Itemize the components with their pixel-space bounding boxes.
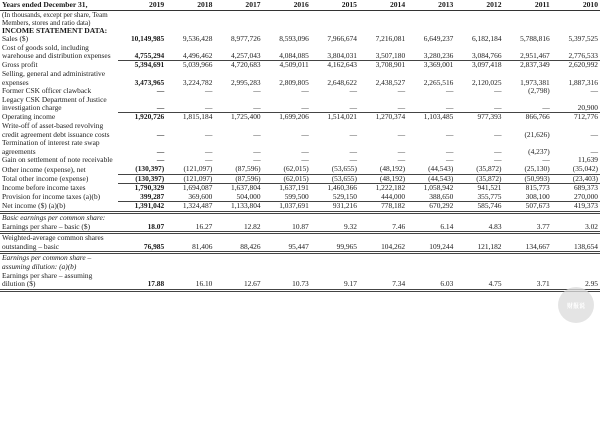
row-label: Earnings per share – basic ($)	[0, 223, 118, 233]
cell-value	[263, 253, 311, 272]
cell-value: 16.10	[166, 272, 214, 291]
cell-value: 1,725,400	[214, 113, 262, 122]
cell-value: 3,708,901	[359, 61, 407, 70]
cell-value: —	[494, 87, 502, 96]
cell-value: 4.75	[455, 272, 503, 291]
cell-value: 2,648,622	[327, 77, 357, 87]
cell-value: 1,815,184	[166, 113, 214, 122]
cell-value: 1,699,206	[263, 113, 311, 122]
cell-value: 6.14	[407, 223, 455, 233]
cell-value	[504, 253, 552, 272]
cell-value: 507,673	[504, 202, 552, 213]
cell-value: 4,162,643	[311, 61, 359, 70]
cell-value: (48,192)	[359, 174, 407, 184]
cell-value: 585,746	[455, 202, 503, 213]
cell-value: 1,460,366	[311, 184, 359, 193]
cell-value: 9,536,428	[182, 35, 213, 44]
cell-value: 20,900	[577, 102, 598, 112]
row-label: Legacy CSK Department of Justice investigation charge	[2, 95, 107, 113]
cell-value	[311, 253, 359, 272]
table-row	[0, 233, 600, 253]
table-row	[0, 35, 600, 44]
cell-value: 17.88	[118, 272, 166, 291]
cell-value: —	[445, 102, 454, 112]
cell-value: 121,182	[455, 233, 503, 253]
cell-value: 1,103,485	[407, 113, 455, 122]
cell-value: —	[253, 102, 261, 112]
cell-value: (35,872)	[476, 165, 502, 173]
year-header: 2017	[214, 0, 262, 10]
cell-value: 3.77	[504, 223, 552, 233]
cell-value: 10.87	[263, 223, 311, 233]
cell-value: 712,776	[552, 113, 600, 122]
row-label: Net income ($) (a)(b)	[0, 202, 118, 213]
cell-value: 1,222,182	[359, 184, 407, 193]
cell-value: —	[494, 156, 502, 165]
cell-value: 5,039,966	[166, 61, 214, 70]
cell-value: —	[156, 102, 165, 112]
cell-value: 138,654	[552, 233, 600, 253]
cell-value: 7.46	[359, 223, 407, 233]
row-label: Termination of interest rate swap agreements	[2, 139, 100, 156]
cell-value: (44,543)	[428, 165, 454, 173]
cell-value: 4,720,683	[214, 61, 262, 70]
cell-value: 388,650	[429, 192, 454, 201]
cell-value: 4,755,294	[134, 50, 165, 60]
cell-value: 6,649,237	[423, 35, 454, 44]
cell-value: —	[156, 146, 165, 156]
cell-value: 369,600	[188, 192, 213, 201]
cell-value: —	[253, 146, 261, 156]
cell-value: 8,977,726	[231, 35, 261, 44]
cell-value: —	[301, 102, 309, 112]
cell-value	[359, 253, 407, 272]
cell-value: 3,280,236	[423, 50, 454, 60]
cell-value: 18.07	[118, 223, 166, 233]
cell-value: 11,639	[577, 156, 598, 165]
cell-value: 931,216	[311, 202, 359, 213]
cell-value: 2,809,805	[279, 77, 309, 87]
cell-value: 1,694,087	[166, 184, 214, 193]
cell-value: 2,837,349	[504, 61, 552, 70]
cell-value: 95,447	[263, 233, 311, 253]
table-row	[0, 139, 600, 156]
header-row	[0, 0, 600, 10]
cell-value: 1,514,021	[311, 113, 359, 122]
cell-value: 1,973,381	[520, 77, 550, 87]
cell-value: (21,626)	[524, 129, 550, 139]
cell-value: (87,596)	[214, 174, 262, 184]
row-label: Earnings per common share – assuming dilution: (a)(b)	[2, 253, 92, 271]
cell-value: —	[542, 156, 550, 165]
cell-value: 4,509,011	[263, 61, 311, 70]
cell-value	[214, 253, 262, 272]
cell-value: —	[445, 87, 454, 96]
cell-value: 16.27	[166, 223, 214, 233]
cell-value: 3,097,418	[455, 61, 503, 70]
cell-value: 2,120,025	[471, 77, 502, 87]
cell-value	[118, 253, 166, 272]
header-label: Years ended December 31,	[0, 0, 118, 10]
cell-value: —	[349, 102, 357, 112]
cell-value: 2,995,283	[231, 77, 261, 87]
table-row	[0, 272, 600, 291]
table-row	[0, 223, 600, 233]
cell-value: (35,872)	[455, 174, 503, 184]
cell-value	[118, 212, 166, 222]
year-header: 2015	[311, 0, 359, 10]
row-label: Sales ($)	[2, 35, 29, 44]
row-label: Cost of goods sold, including warehouse and distribution expenses	[2, 43, 111, 61]
cell-value: 3,473,965	[134, 77, 165, 87]
cell-value: 504,000	[236, 192, 261, 201]
cell-value: —	[205, 87, 213, 96]
cell-value	[504, 212, 552, 222]
cell-value: (53,655)	[331, 165, 357, 173]
cell-value: 3,369,001	[407, 61, 455, 70]
cell-value: 419,373	[552, 202, 600, 213]
cell-value: 81,406	[166, 233, 214, 253]
cell-value: (23,403)	[552, 174, 600, 184]
cell-value: 3,507,180	[375, 50, 406, 60]
cell-value: —	[156, 156, 165, 165]
cell-value: 2.95	[552, 272, 600, 291]
cell-value: 3.02	[552, 223, 600, 233]
year-header: 2012	[455, 0, 503, 10]
cell-value: —	[301, 87, 309, 96]
cell-value: —	[542, 102, 550, 112]
row-label: Gross profit	[2, 60, 38, 70]
cell-value: 2,438,527	[375, 77, 406, 87]
cell-value	[166, 212, 214, 222]
cell-value: (62,015)	[283, 165, 309, 173]
table-row	[0, 96, 600, 113]
cell-value: 5,397,525	[568, 35, 598, 44]
cell-value	[552, 253, 600, 272]
cell-value: —	[590, 146, 598, 156]
cell-value: 4,496,462	[182, 50, 213, 60]
cell-value: 399,287	[140, 192, 165, 201]
row-label: Former CSK officer clawback	[2, 87, 92, 96]
cell-value: —	[301, 156, 309, 165]
cell-value: —	[349, 87, 357, 96]
cell-value: (53,655)	[311, 174, 359, 184]
row-label: Total other income (expense)	[2, 174, 89, 184]
cell-value: —	[590, 87, 598, 96]
table-row	[0, 202, 600, 213]
cell-value: 529,150	[332, 192, 357, 201]
cell-value: (50,993)	[504, 174, 552, 184]
table-row	[0, 165, 600, 174]
table-row	[0, 156, 600, 165]
cell-value: 2,951,467	[520, 50, 550, 60]
cell-value: 2,265,516	[423, 77, 454, 87]
row-label: Write-off of asset-based revolving credit agreement debt issuance costs	[2, 122, 110, 139]
cell-value: —	[253, 129, 261, 139]
cell-value	[407, 212, 455, 222]
table-row	[0, 44, 600, 61]
cell-value: 134,667	[504, 233, 552, 253]
cell-value: —	[156, 129, 165, 139]
cell-value: —	[253, 87, 261, 96]
cell-value: 4,257,043	[231, 50, 261, 60]
cell-value: 4.83	[455, 223, 503, 233]
year-header: 2010	[552, 0, 600, 10]
cell-value: (35,042)	[572, 165, 598, 173]
table-row	[0, 193, 600, 202]
table-row	[0, 174, 600, 184]
cell-value	[166, 253, 214, 272]
row-label: Earnings per share – assuming dilution ($)	[0, 272, 118, 291]
cell-value: 270,000	[573, 192, 598, 201]
table-row	[0, 113, 600, 122]
cell-value: (44,543)	[407, 174, 455, 184]
cell-value: —	[301, 129, 309, 139]
cell-value: —	[301, 146, 309, 156]
cell-value: —	[205, 156, 213, 165]
cell-value: 6,182,184	[471, 35, 502, 44]
table-row	[0, 122, 600, 139]
cell-value: 599,500	[284, 192, 309, 201]
cell-value: (130,397)	[135, 165, 165, 173]
cell-value: 10,149,985	[130, 35, 165, 44]
section-title-row	[0, 27, 600, 36]
cell-value: —	[397, 129, 406, 139]
cell-value: 76,985	[118, 233, 166, 253]
cell-value: 3,224,782	[182, 77, 213, 87]
cell-value: —	[397, 156, 406, 165]
cell-value: 866,766	[504, 113, 552, 122]
cell-value: 444,000	[381, 192, 406, 201]
cell-value: 778,182	[359, 202, 407, 213]
cell-value: 8,593,096	[279, 35, 309, 44]
section-title: INCOME STATEMENT DATA:	[2, 26, 108, 35]
cell-value: —	[445, 129, 454, 139]
year-header: 2014	[359, 0, 407, 10]
cell-value: 2,776,533	[568, 50, 598, 60]
row-label: Income before income taxes	[2, 183, 86, 193]
cell-value: 1,790,329	[118, 184, 166, 193]
cell-value: 1,270,374	[359, 113, 407, 122]
row-label: Basic earnings per common share:	[2, 212, 106, 222]
cell-value: 977,393	[455, 113, 503, 122]
cell-value	[455, 212, 503, 222]
cell-value: 1,637,804	[214, 184, 262, 193]
cell-value	[407, 253, 455, 272]
cell-value	[311, 212, 359, 222]
cell-value: 689,373	[552, 184, 600, 193]
cell-value: —	[205, 129, 213, 139]
cell-value: 941,521	[455, 184, 503, 193]
cell-value: (25,130)	[524, 165, 550, 173]
cell-value: 99,965	[311, 233, 359, 253]
cell-value: —	[445, 146, 454, 156]
row-label: Weighted-average common shares outstanding – basic	[0, 233, 118, 253]
cell-value: (121,097)	[183, 165, 213, 173]
cell-value: 4,084,085	[279, 50, 309, 60]
cell-value: —	[590, 129, 598, 139]
year-header: 2018	[166, 0, 214, 10]
cell-value: (2,798)	[528, 87, 550, 96]
year-header: 2011	[504, 0, 552, 10]
cell-value: —	[494, 102, 502, 112]
cell-value: 2,620,992	[552, 61, 600, 70]
cell-value: 1,037,691	[263, 202, 311, 213]
year-header: 2016	[263, 0, 311, 10]
cell-value: 1,058,942	[407, 184, 455, 193]
cell-value: 7,216,081	[375, 35, 406, 44]
cell-value: —	[156, 87, 165, 96]
cell-value: —	[397, 102, 406, 112]
year-header: 2013	[407, 0, 455, 10]
row-label: Selling, general and administrative expenses	[2, 69, 106, 87]
cell-value: 6.03	[407, 272, 455, 291]
cell-value: —	[349, 129, 357, 139]
cell-value: 1,391,042	[118, 202, 166, 213]
cell-value	[263, 212, 311, 222]
cell-value: —	[494, 129, 502, 139]
cell-value: (62,015)	[263, 174, 311, 184]
cell-value: —	[349, 146, 357, 156]
cell-value: (4,237)	[528, 146, 550, 156]
cell-value: 3.71	[504, 272, 552, 291]
table-row	[0, 70, 600, 87]
table-row	[0, 61, 600, 70]
cell-value: 9.17	[311, 272, 359, 291]
cell-value: 1,637,191	[263, 184, 311, 193]
row-label: Other income (expense), net	[2, 165, 86, 174]
cell-value: 3,084,766	[471, 50, 502, 60]
cell-value	[455, 253, 503, 272]
cell-value: 109,244	[407, 233, 455, 253]
cell-value: 7.34	[359, 272, 407, 291]
cell-value: 7,966,674	[327, 35, 357, 44]
cell-value: 1,133,804	[214, 202, 262, 213]
table-row	[0, 87, 600, 96]
cell-value: —	[494, 146, 502, 156]
cell-value: (87,596)	[235, 165, 261, 173]
cell-value: 104,262	[359, 233, 407, 253]
units-note: (In thousands, except per share, Team Members, stores and ratio data)	[2, 10, 108, 27]
cell-value: —	[397, 87, 406, 96]
table-row	[0, 253, 600, 272]
cell-value: —	[445, 156, 454, 165]
units-note-row	[0, 10, 600, 27]
row-label: Operating income	[2, 112, 56, 122]
cell-value: 1,887,316	[568, 77, 598, 87]
cell-value: —	[397, 146, 406, 156]
cell-value: —	[205, 102, 213, 112]
cell-value: 12.82	[214, 223, 262, 233]
cell-value	[359, 212, 407, 222]
cell-value	[214, 212, 262, 222]
cell-value: 5,394,691	[118, 61, 166, 70]
cell-value: (130,397)	[118, 174, 166, 184]
cell-value: 670,292	[407, 202, 455, 213]
row-label: Gain on settlement of note receivable	[2, 156, 113, 165]
table-row	[0, 184, 600, 193]
cell-value: 1,920,726	[118, 113, 166, 122]
cell-value: 355,775	[477, 192, 502, 201]
cell-value: 10.73	[263, 272, 311, 291]
cell-value: —	[253, 156, 261, 165]
table-row	[0, 212, 600, 222]
row-label: Provision for income taxes (a)(b)	[2, 192, 101, 202]
year-header: 2019	[118, 0, 166, 10]
cell-value	[552, 212, 600, 222]
cell-value: —	[349, 156, 357, 165]
cell-value: 1,324,487	[166, 202, 214, 213]
cell-value: 12.67	[214, 272, 262, 291]
watermark-logo: 财报说	[558, 287, 594, 323]
cell-value: 88,426	[214, 233, 262, 253]
cell-value: 308,100	[525, 192, 550, 201]
cell-value: 5,788,816	[520, 35, 550, 44]
cell-value: 3,804,031	[327, 50, 357, 60]
cell-value: 815,773	[504, 184, 552, 193]
cell-value: (121,097)	[166, 174, 214, 184]
cell-value: —	[205, 146, 213, 156]
cell-value: (48,192)	[379, 165, 406, 173]
cell-value: 9.32	[311, 223, 359, 233]
